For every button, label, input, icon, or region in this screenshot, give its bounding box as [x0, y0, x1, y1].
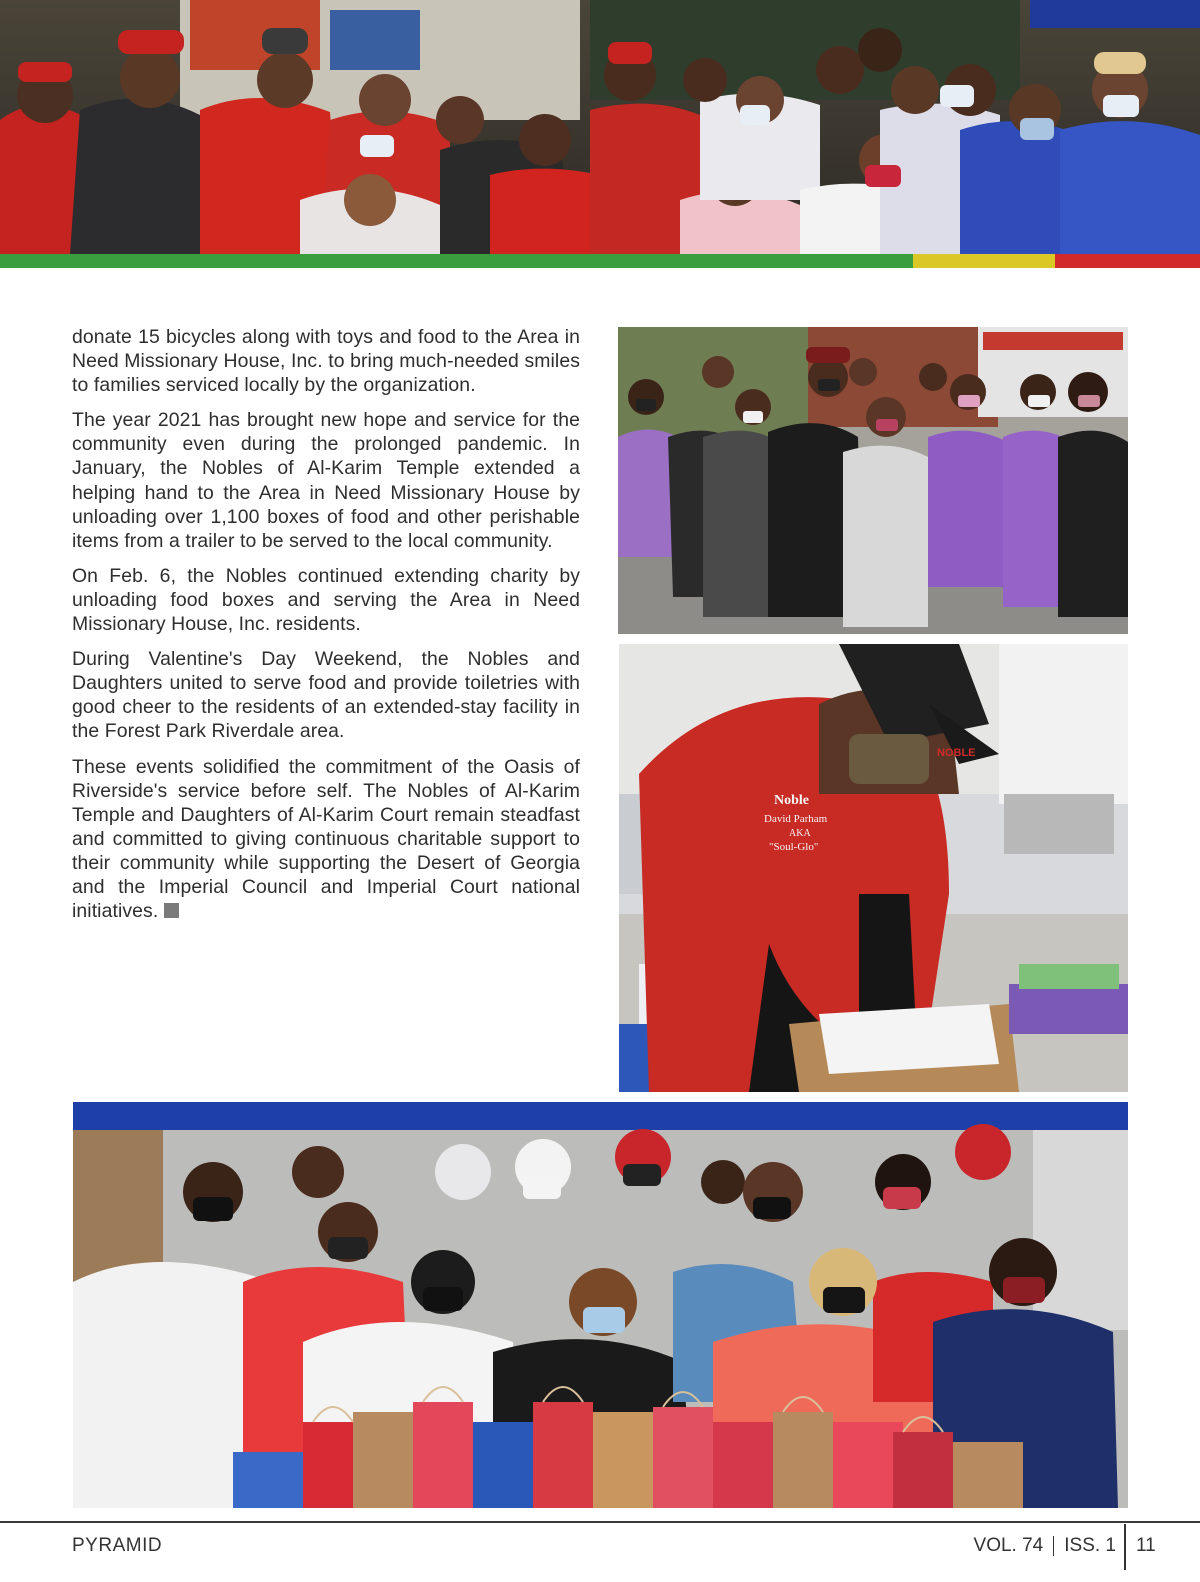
article-body	[72, 325, 580, 934]
noble-packing-photo	[619, 644, 1128, 1092]
footer-rule	[0, 1521, 1200, 1523]
shirt-name-text: Noble	[774, 793, 809, 808]
volume-label: VOL. 74	[973, 1535, 1044, 1556]
end-of-article-icon	[164, 903, 179, 918]
separator	[1053, 1536, 1054, 1556]
stripe-green	[0, 254, 913, 268]
group-photo-purple-shirts	[618, 327, 1128, 634]
publication-name: PYRAMID	[72, 1535, 163, 1556]
daughters-gift-bags-photo	[73, 1102, 1128, 1508]
color-stripe	[0, 254, 1200, 268]
stripe-yellow	[913, 254, 1055, 268]
shirt-name-text: David Parham	[764, 813, 828, 825]
shirt-name-text: "Soul-Glo"	[769, 841, 819, 853]
paragraph: donate 15 bicycles along with toys and food to the Area in Need Missionary House, Inc. to bring much-needed smiles to families serviced locally by the organization.	[72, 326, 580, 397]
issue-info	[974, 1535, 1116, 1557]
paragraph: On Feb. 6, the Nobles continued extending charity by unloading food boxes and serving the Area in Need Missionary House, Inc. residents.	[72, 564, 580, 636]
shirt-name-text: AKA	[789, 828, 811, 839]
issue-label: ISS. 1	[1064, 1535, 1116, 1556]
cap-text: NOBLE	[937, 747, 976, 759]
stripe-red	[1055, 254, 1200, 268]
paragraph: During Valentine's Day Weekend, the Nobles and Daughters united to serve food and provide toiletries with good cheer to the residents of an extended-stay facility in the Forest Park Riverdale area.	[72, 648, 580, 743]
page-number: 11	[1136, 1535, 1156, 1556]
paragraph-final	[72, 755, 580, 924]
paragraph-text: These events solidified the commitment of the Oasis of Riverside's service before self. The Nobles of Al-Karim Temple and Daughters of Al-Karim Court remain steadfast and committed to giving continuous charitable support to their community while supporting the Desert of Georgia and the Imperial Council and Imperial Court national initiatives.	[72, 755, 580, 923]
hero-group-photo	[0, 0, 1200, 254]
paragraph: The year 2021 has brought new hope and service for the community even during the prolonged pandemic. In January, the Nobles of Al-Karim Temple extended a helping hand to the Area in Need Missionary House by unloading over 1,100 boxes of food and other perishable items from a trailer to be served to the local community.	[72, 409, 580, 552]
page-number-box	[1124, 1524, 1156, 1570]
